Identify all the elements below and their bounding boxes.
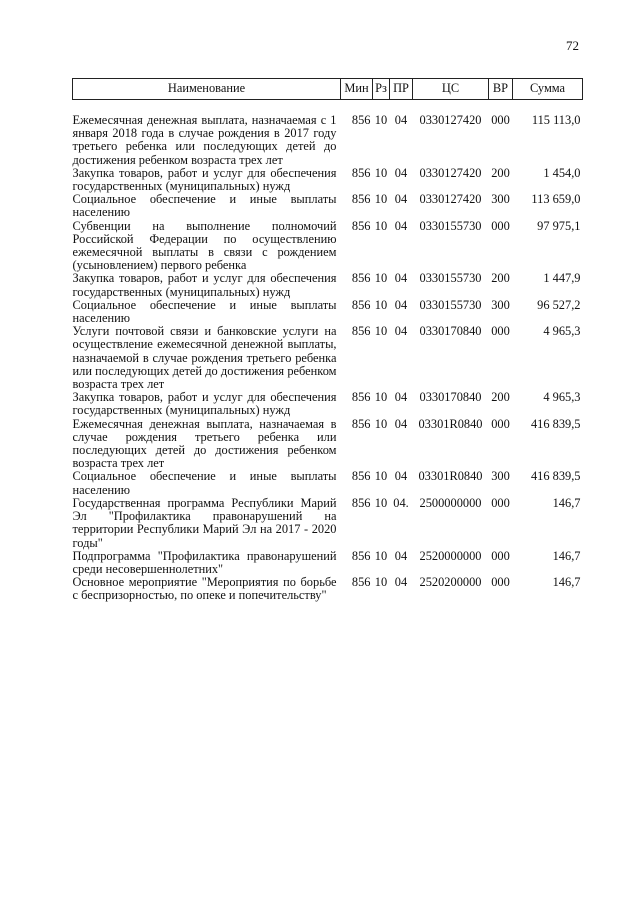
row-min: 856 (351, 218, 371, 233)
header-vr: ВР (489, 79, 513, 100)
row-rz: 10 (374, 165, 388, 180)
row-sum: 97 975,1 (537, 218, 581, 233)
row-name: Государственная программа Республики Марий Эл "Профилактика правонарушений на территории Республики Марий Эл на 2017 - 2020 годы" (72, 495, 337, 550)
row-rz: 10 (374, 113, 388, 127)
row-name: Ежемесячная денежная выплата, назначаемая в случае рождения третьего ребенка или последующих детей до достижения ребенком возраста трех лет (72, 416, 337, 471)
table-row (73, 470, 583, 496)
row-name: Подпрограмма "Профилактика правонарушений среди несовершеннолетних" (72, 548, 337, 576)
table-row (73, 550, 583, 576)
row-name: Социальное обеспечение и иные выплаты населению (72, 297, 337, 326)
row-pr: 04 (394, 271, 408, 286)
row-cs: 2520000000 (419, 548, 482, 563)
row-sum: 1 454,0 (543, 165, 581, 180)
row-vr: 000 (491, 575, 510, 590)
row-rz: 10 (374, 271, 388, 286)
row-sum: 416 839,5 (530, 469, 581, 484)
row-rz: 10 (374, 297, 388, 312)
row-cs: 0330155730 (419, 218, 482, 233)
row-name: Закупка товаров, работ и услуг для обеспечения государственных (муниципальных) нужд (72, 165, 337, 194)
row-pr: 04 (394, 469, 408, 484)
row-vr: 300 (491, 192, 510, 207)
row-pr: 04 (394, 113, 408, 127)
row-pr: 04 (394, 390, 408, 405)
row-pr: 04. (393, 495, 409, 510)
header-cs: ЦС (413, 79, 489, 100)
row-name: Услуги почтовой связи и банковские услуги на осуществление ежемесячной денежной выплаты, назначаемой в случае рождения третьего ребенка или последующих детей до достижения ребенком возраста трех лет (72, 324, 337, 392)
table-row (73, 193, 583, 219)
budget-table (72, 78, 583, 603)
table-row (73, 325, 583, 391)
row-vr: 000 (491, 324, 510, 339)
row-pr: 04 (394, 165, 408, 180)
row-min: 856 (351, 390, 371, 405)
row-cs: 0330155730 (419, 271, 482, 286)
row-vr: 000 (491, 218, 510, 233)
row-cs: 03301R0840 (418, 469, 483, 484)
row-pr: 04 (394, 297, 408, 312)
row-sum: 146,7 (552, 548, 581, 563)
row-rz: 10 (374, 575, 388, 590)
row-rz: 10 (374, 218, 388, 233)
row-name: Основное мероприятие "Мероприятия по борьбе с беспризорностью, по опеке и попечительству" (72, 575, 337, 603)
row-min: 856 (351, 165, 371, 180)
row-name: Ежемесячная денежная выплата, назначаемая с 1 января 2018 года в случае рождения в 2017 году третьего ребенка или последующих детей до достижения ребенком возраста трех лет (72, 113, 337, 167)
row-pr: 04 (394, 575, 408, 590)
row-min: 856 (351, 575, 371, 590)
row-min: 856 (351, 324, 371, 339)
row-sum: 416 839,5 (530, 416, 581, 431)
page-number: 72 (566, 38, 579, 53)
row-vr: 300 (491, 469, 510, 484)
row-pr: 04 (394, 192, 408, 207)
row-sum: 113 659,0 (531, 192, 581, 207)
row-rz: 10 (374, 192, 388, 207)
row-cs: 03301R0840 (418, 416, 483, 431)
table-row (73, 100, 583, 167)
row-cs: 0330127420 (419, 192, 482, 207)
row-vr: 000 (491, 416, 510, 431)
row-min: 856 (351, 416, 371, 431)
row-min: 856 (351, 495, 371, 510)
row-rz: 10 (374, 469, 388, 484)
row-sum: 4 965,3 (543, 324, 581, 339)
row-name: Социальное обеспечение и иные выплаты населению (72, 192, 337, 220)
header-pr: ПР (390, 79, 413, 100)
row-cs: 0330127420 (419, 165, 482, 180)
row-cs: 0330170840 (419, 324, 482, 339)
row-cs: 0330155730 (419, 297, 482, 312)
row-name: Социальное обеспечение и иные выплаты населению (72, 469, 337, 497)
row-vr: 200 (491, 271, 510, 286)
header-min: Мин (341, 79, 373, 100)
row-cs: 0330170840 (419, 390, 482, 405)
table-row (73, 272, 583, 298)
row-min: 856 (351, 271, 371, 286)
row-min: 856 (351, 297, 371, 312)
row-pr: 04 (394, 218, 408, 233)
row-rz: 10 (374, 390, 388, 405)
row-name: Субвенции на выполнение полномочий Российской Федерации по осуществлению ежемесячной выплаты в связи с рождением (усыновлением) первого ребенка (72, 218, 337, 273)
row-min: 856 (351, 192, 371, 207)
header-rz: Рз (373, 79, 390, 100)
row-cs: 2500000000 (419, 495, 482, 510)
table-row (73, 391, 583, 417)
header-name: Наименование (73, 79, 341, 100)
row-sum: 115 113,0 (531, 113, 581, 127)
row-vr: 000 (491, 113, 510, 127)
row-rz: 10 (374, 416, 388, 431)
table-row (73, 418, 583, 471)
table-row (73, 497, 583, 550)
row-sum: 1 447,9 (543, 271, 581, 286)
row-name: Закупка товаров, работ и услуг для обеспечения государственных (муниципальных) нужд (72, 390, 337, 418)
row-vr: 000 (491, 495, 510, 510)
row-pr: 04 (394, 548, 408, 563)
header-sum: Сумма (513, 79, 583, 100)
row-rz: 10 (374, 548, 388, 563)
table-row (73, 299, 583, 325)
row-min: 856 (351, 113, 371, 127)
row-rz: 10 (374, 495, 388, 510)
row-rz: 10 (374, 324, 388, 339)
row-sum: 96 527,2 (537, 297, 581, 312)
row-vr: 200 (491, 165, 510, 180)
row-sum: 4 965,3 (543, 390, 581, 405)
table-header-row (73, 79, 583, 100)
row-sum: 146,7 (552, 575, 581, 590)
row-vr: 000 (491, 548, 510, 563)
row-min: 856 (351, 548, 371, 563)
row-name: Закупка товаров, работ и услуг для обеспечения государственных (муниципальных) нужд (72, 271, 337, 299)
row-cs: 0330127420 (419, 113, 482, 127)
table-row (73, 167, 583, 193)
row-sum: 146,7 (552, 495, 581, 510)
row-vr: 300 (491, 297, 510, 312)
row-pr: 04 (394, 324, 408, 339)
row-pr: 04 (394, 416, 408, 431)
row-cs: 2520200000 (419, 575, 482, 590)
row-min: 856 (351, 469, 371, 484)
table-row (73, 220, 583, 273)
table-row (73, 576, 583, 602)
row-vr: 200 (491, 390, 510, 405)
